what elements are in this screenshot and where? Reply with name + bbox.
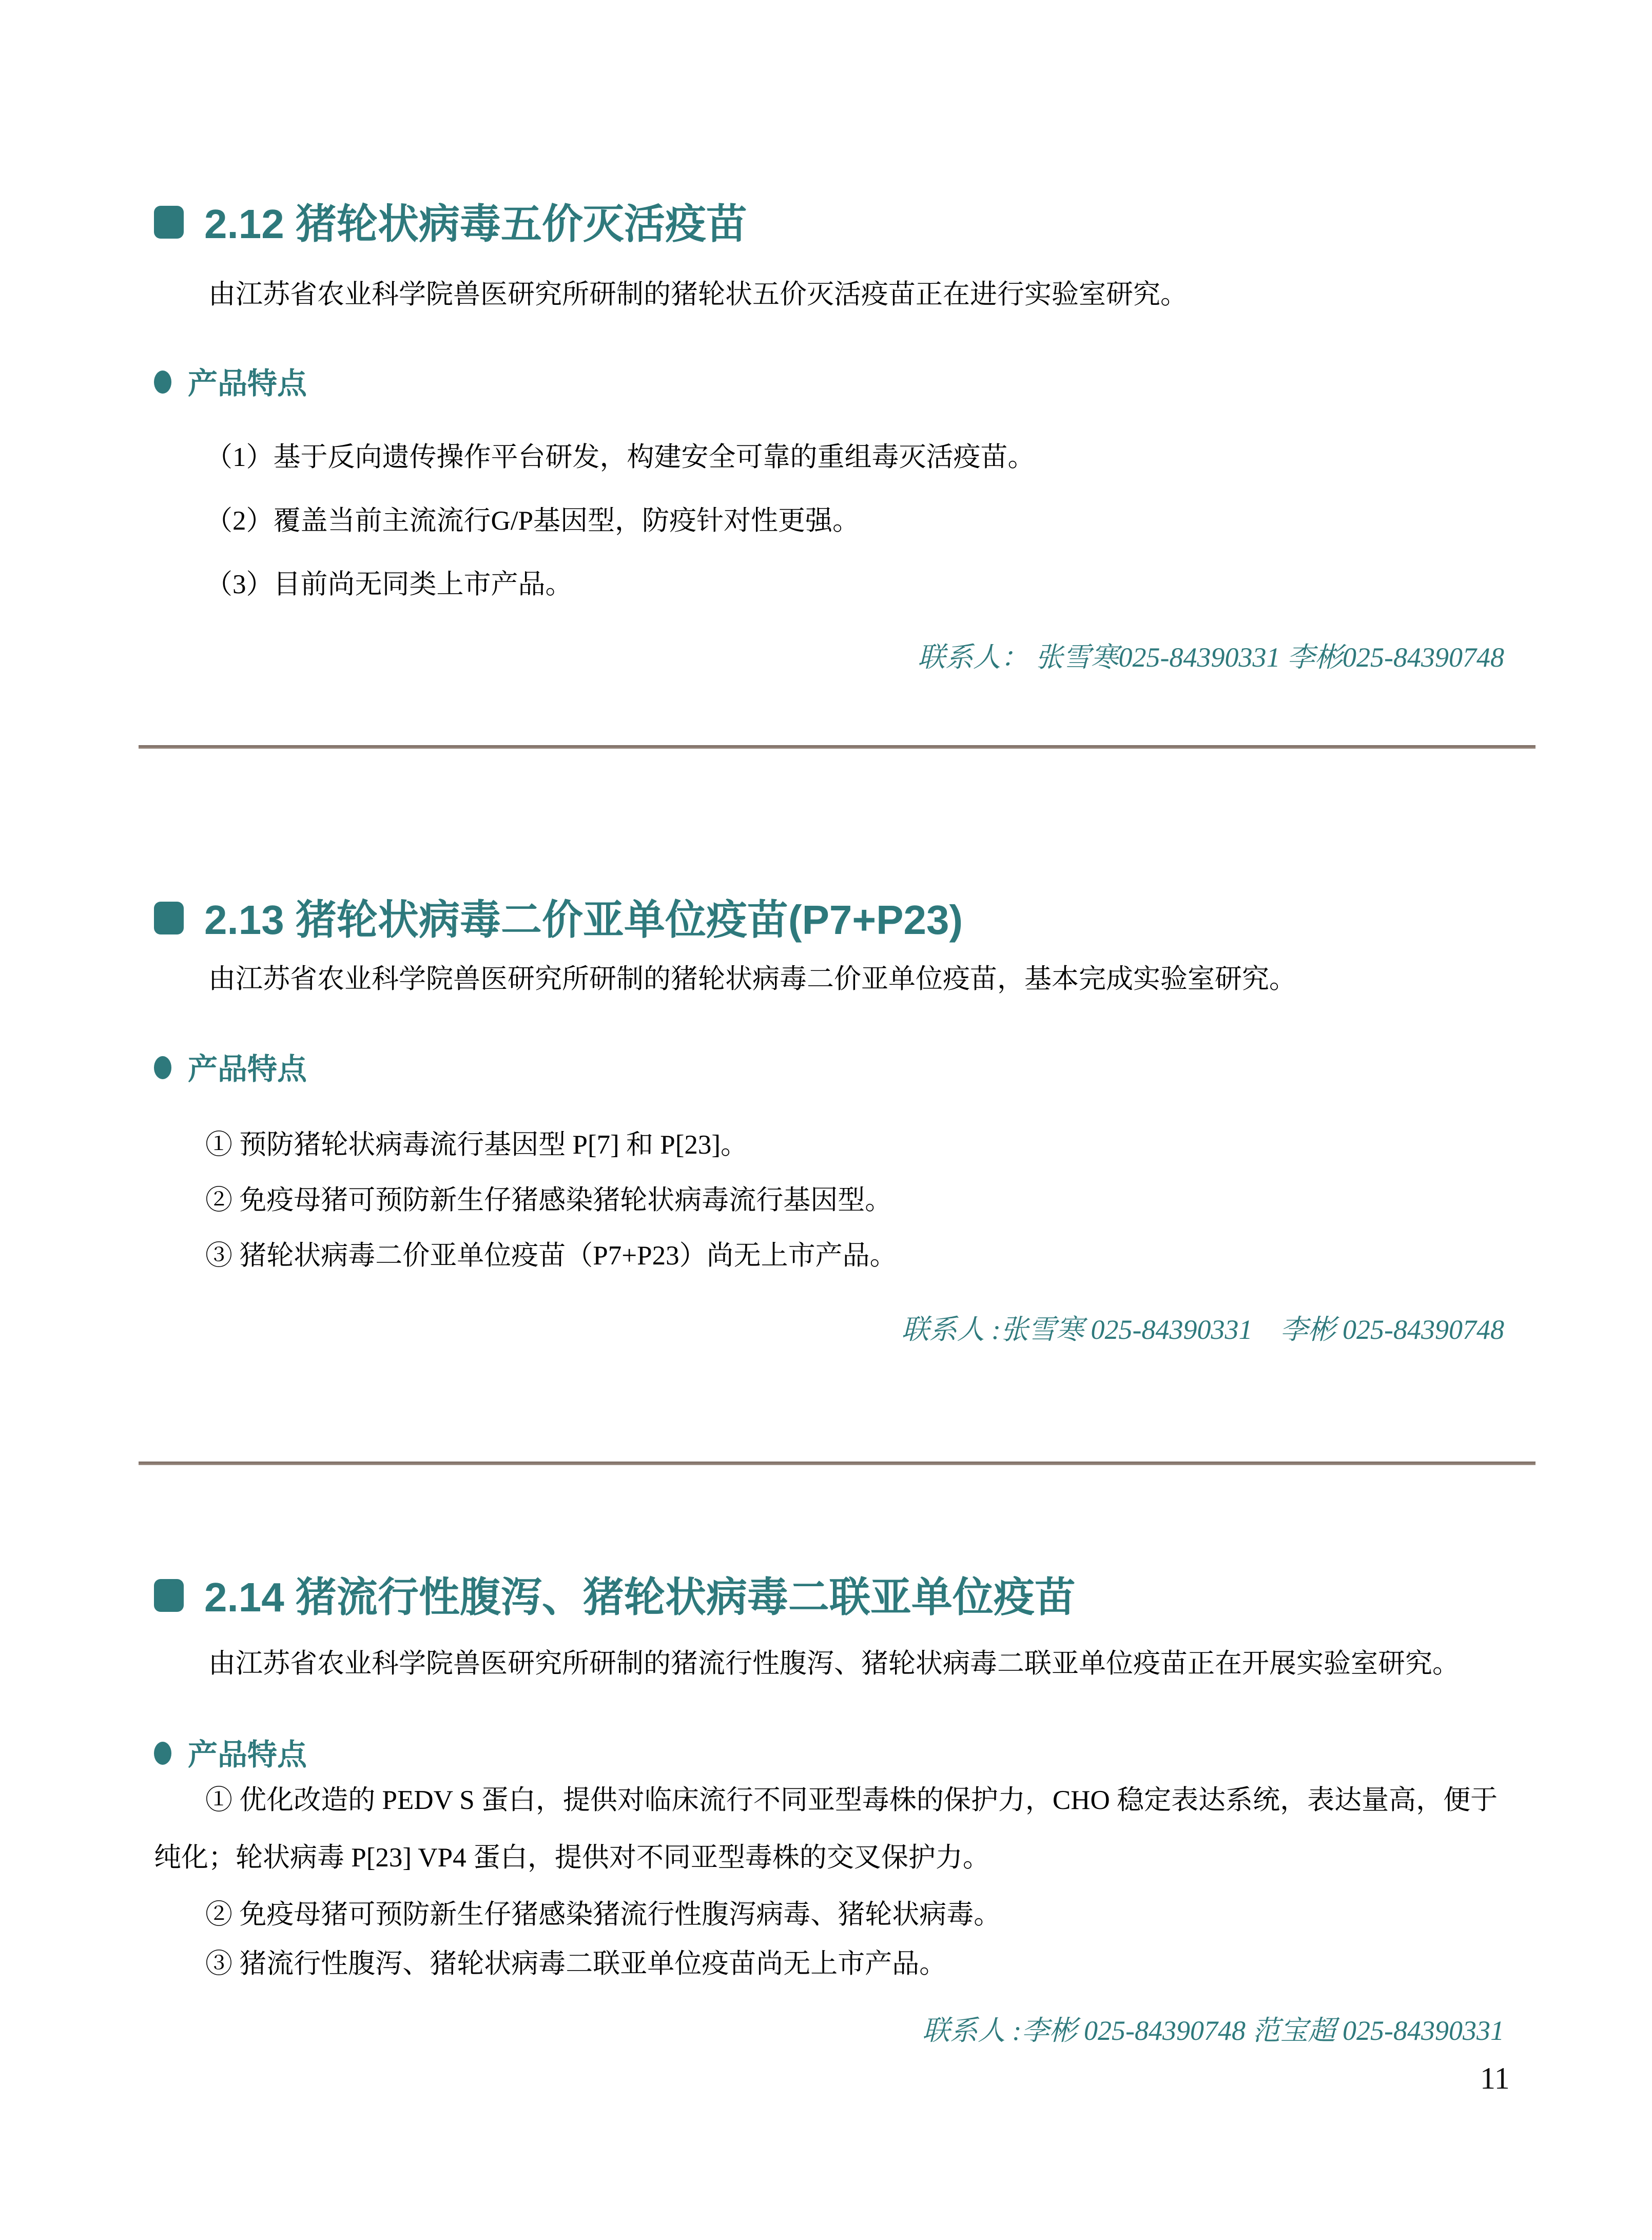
section-divider [139,1462,1536,1465]
section-2-12-features-label [154,359,307,402]
section-2-14-intro: 由江苏省农业科学院兽医研究所研制的猪流行性腹泻、猪轮状病毒二联亚单位疫苗正在开展实验室研究。 [208,1649,1460,1679]
section-2-14-item-1: ① 优化改造的 PEDV S 蛋白，提供对临床流行不同亚型毒株的保护力，CHO 稳定表达系统，表达量高，便于纯化；轮状病毒 P[23] VP4 蛋白，提供对不同亚型毒株的交叉保护力。 [154,1785,1498,1873]
features-label-text: 产品特点 [188,1053,307,1086]
section-bullet-icon [154,902,184,934]
section-2-13-item-1: ① 预防猪轮状病毒流行基因型 P[7] 和 P[23]。 [205,1130,748,1160]
features-label-text: 产品特点 [188,367,307,400]
section-2-13-title: 2.13 猪轮状病毒二价亚单位疫苗(P7+P23) [204,897,963,943]
section-2-12-item-1: （1）基于反向遗传操作平台研发，构建安全可靠的重组毒灭活疫苗。 [205,442,1035,472]
section-2-14-heading [154,1564,1076,1623]
section-2-13-intro: 由江苏省农业科学院兽医研究所研制的猪轮状病毒二价亚单位疫苗，基本完成实验室研究。 [208,964,1296,994]
bullet-dot-icon [154,1742,171,1765]
page-number: 11 [1480,2061,1510,2095]
section-2-13-item-2: ② 免疫母猪可预防新生仔猪感染猪轮状病毒流行基因型。 [205,1185,892,1215]
section-2-12-intro: 由江苏省农业科学院兽医研究所研制的猪轮状五价灭活疫苗正在进行实验室研究。 [208,280,1188,309]
section-2-14-contact: 联系人 :李彬 025-84390748 范宝超 025-84390331 [922,2015,1504,2046]
section-bullet-icon [154,1579,184,1612]
section-2-13-features-label [154,1045,307,1088]
section-bullet-icon [154,206,184,239]
section-2-14-features-label [154,1730,307,1774]
section-2-12-heading [154,191,747,250]
section-2-14-title: 2.14 猪流行性腹泻、猪轮状病毒二联亚单位疫苗 [204,1574,1076,1620]
section-2-12-item-3: （3）目前尚无同类上市产品。 [205,570,573,599]
section-2-14-item-2: ② 免疫母猪可预防新生仔猪感染猪流行性腹泻病毒、猪轮状病毒。 [205,1900,1001,1930]
features-label-text: 产品特点 [188,1738,307,1771]
section-2-12-contact: 联系人： 张雪寒025-84390331 李彬025-84390748 [918,642,1504,673]
section-divider [139,745,1536,749]
section-2-12-item-2: （2）覆盖当前主流流行G/P基因型，防疫针对性更强。 [205,506,860,536]
section-2-14-item-3: ③ 猪流行性腹泻、猪轮状病毒二联亚单位疫苗尚无上市产品。 [205,1949,947,1979]
bullet-dot-icon [154,1056,171,1079]
section-2-13-heading [154,887,963,946]
section-2-13-item-3: ③ 猪轮状病毒二价亚单位疫苗（P7+P23）尚无上市产品。 [205,1241,897,1271]
bullet-dot-icon [154,371,171,394]
section-2-12-title: 2.12 猪轮状病毒五价灭活疫苗 [204,201,747,247]
section-2-13-contact: 联系人 :张雪寒 025-84390331 李彬 025-84390748 [901,1314,1504,1345]
